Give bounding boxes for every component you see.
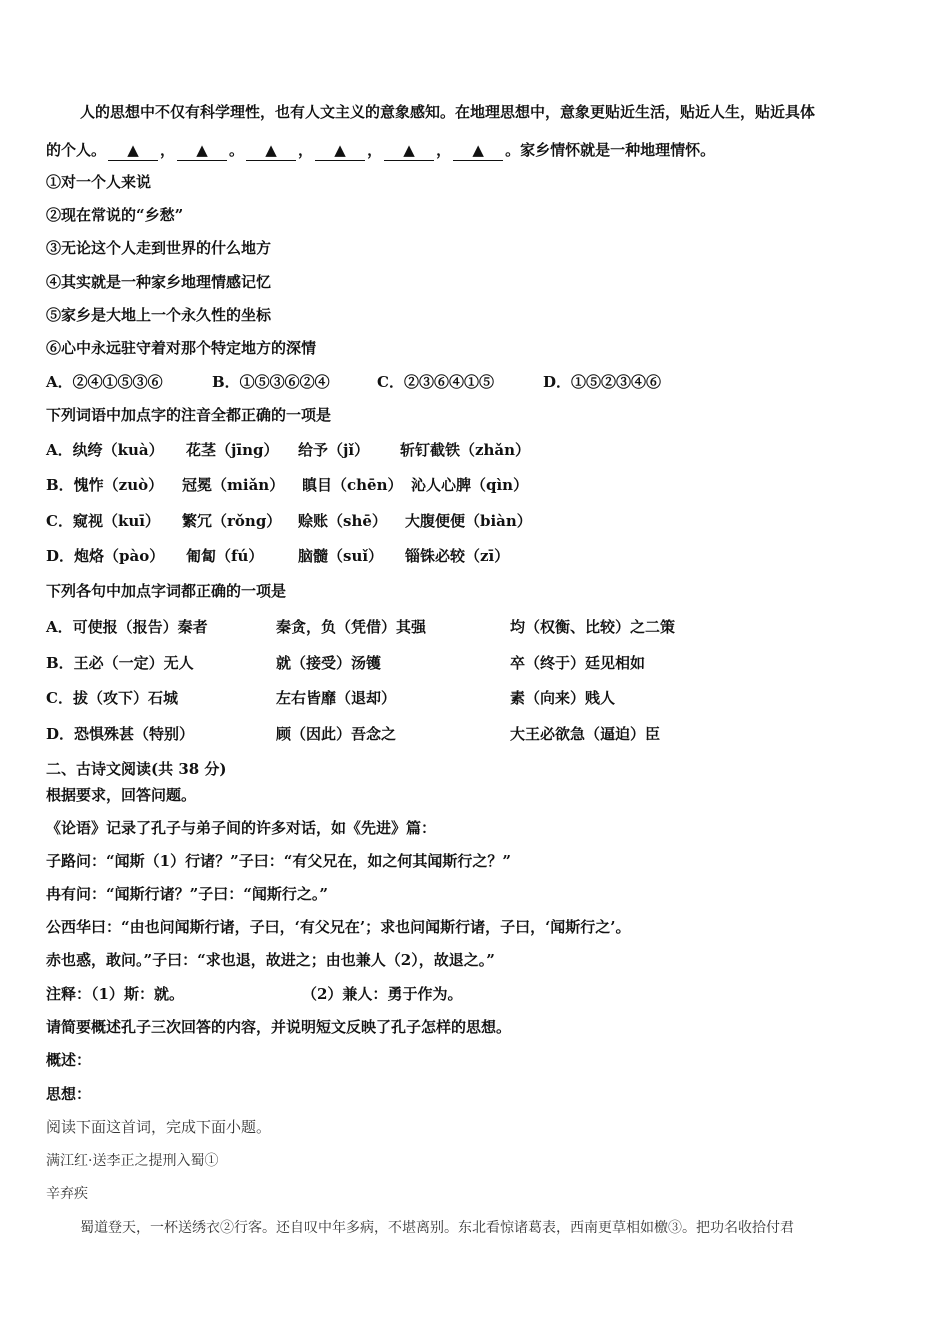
lunyu-line-3: 冉有问：“闻斯行诸？”子曰：“闻斯行之。” (46, 885, 329, 903)
sep: ， (160, 141, 176, 159)
q3-c-3: 素（向来）贱人 (510, 689, 616, 707)
q2-c-4: 大腹便便（biàn） (405, 512, 532, 530)
q2-a-2: 花茎（jīng） (186, 441, 279, 459)
poem-intro: 阅读下面这首词，完成下面小题。 (46, 1118, 272, 1136)
item-5: ⑤家乡是大地上一个永久性的坐标 (46, 306, 272, 324)
q2-row-c[interactable] (0, 510, 950, 532)
q3-b-2: 就（接受）汤镬 (276, 654, 382, 672)
q2-row-b[interactable] (0, 474, 950, 496)
q3-d-1: D．恐惧殊甚（特别） (46, 725, 195, 743)
poem-author: 辛弃疾 (46, 1186, 88, 1202)
sep: ， (298, 141, 314, 159)
para1-line2-end: 。家乡情怀就是一种地理情怀。 (505, 141, 716, 159)
q3-c-2: 左右皆靡（退却） (276, 689, 397, 707)
q2-a-1: A．纨绔（kuà） (46, 441, 164, 459)
thought-label: 思想： (46, 1085, 92, 1103)
sep: ， (367, 141, 383, 159)
item-1: ①对一个人来说 (46, 173, 152, 191)
answer-blank[interactable]: ▲ (384, 140, 434, 161)
q2-d-4: 锱铢必较（zī） (405, 547, 510, 565)
q3-row-c[interactable] (0, 687, 950, 709)
q2-stem: 下列词语中加点字的注音全都正确的一项是 (46, 406, 332, 424)
section2-instruction: 根据要求，回答问题。 (46, 786, 197, 804)
q1-option-d[interactable]: D．①⑤②③④⑥ (543, 373, 662, 391)
note-2: （2）兼人：勇于作为。 (302, 985, 463, 1003)
q2-b-4: 沁人心脾（qìn） (411, 476, 529, 494)
lunyu-line-1: 《论语》记录了孔子与弟子间的许多对话，如《先进》篇： (46, 819, 437, 837)
q2-d-1: D．炮烙（pào） (46, 547, 165, 565)
answer-blank[interactable]: ▲ (453, 140, 503, 161)
answer-blank[interactable]: ▲ (108, 140, 158, 161)
q2-d-2: 匍匐（fú） (186, 547, 264, 565)
q1-option-a[interactable]: A．②④①⑤③⑥ (46, 373, 163, 391)
lunyu-line-4: 公西华曰：“由也问闻斯行诸，子曰，‘有父兄在’；求也问闻斯行诸，子曰，‘闻斯行之’。 (46, 918, 631, 936)
para1-line2 (46, 140, 715, 161)
q3-a-2: 秦贪，负（凭借）其强 (276, 618, 427, 636)
q2-b-2: 冠冕（miǎn） (182, 476, 285, 494)
note-1: 注释：（1）斯：就。 (46, 985, 184, 1003)
note-line (46, 984, 463, 1004)
answer-blank[interactable]: ▲ (246, 140, 296, 161)
sep: ， (436, 141, 452, 159)
q2-c-2: 繁冗（rǒng） (182, 512, 282, 530)
q3-row-b[interactable] (0, 652, 950, 674)
q2-row-d[interactable] (0, 545, 950, 567)
para1-line1: 人的思想中不仅有科学理性，也有人文主义的意象感知。在地理思想中，意象更贴近生活，贴近人生，贴近具体 (80, 103, 816, 121)
q3-b-3: 卒（终于）廷见相如 (510, 654, 646, 672)
poem-title: 满江红·送李正之提刑入蜀① (46, 1153, 219, 1169)
q2-row-a[interactable] (0, 439, 950, 461)
q1-options (0, 371, 950, 393)
q2-d-3: 脑髓（suǐ） (298, 547, 384, 565)
q3-d-3: 大王必欲急（逼迫）臣 (510, 725, 661, 743)
lunyu-line-2: 子路问：“闻斯（1）行诸？”子曰：“有父兄在，如之何其闻斯行之？” (46, 852, 511, 870)
item-6: ⑥心中永远驻守着对那个特定地方的深情 (46, 339, 317, 357)
q2-b-3: 瞋目（chēn） (302, 476, 403, 494)
q2-a-4: 斩钉截铁（zhǎn） (400, 441, 531, 459)
q2-c-3: 赊账（shē） (298, 512, 387, 530)
lunyu-line-5: 赤也惑，敢问。”子曰：“求也退，故进之；由也兼人（2），故退之。” (46, 951, 495, 969)
q3-stem: 下列各句中加点字词都正确的一项是 (46, 582, 287, 600)
q3-c-1: C．拔（攻下）石城 (46, 689, 178, 707)
q2-b-1: B．愧怍（zuò） (46, 476, 164, 494)
q1-option-c[interactable]: C．②③⑥④①⑤ (377, 373, 494, 391)
item-3: ③无论这个人走到世界的什么地方 (46, 239, 272, 257)
q3-b-1: B．王必（一定）无人 (46, 654, 194, 672)
q3-a-1: A．可使报（报告）秦者 (46, 618, 208, 636)
para1-line2-start: 的个人。 (46, 141, 107, 159)
summary-label: 概述： (46, 1051, 92, 1069)
q3-row-d[interactable] (0, 723, 950, 745)
section2-heading: 二、古诗文阅读(共 38 分) (46, 760, 227, 778)
poem-line-1: 蜀道登天，一杯送绣衣②行客。还自叹中年多病，不堪离别。东北看惊诸葛表，西南更草相如檄③。把功名收拾付君 (80, 1220, 794, 1236)
q2-c-1: C．窥视（kuī） (46, 512, 160, 530)
sep: 。 (229, 141, 245, 159)
q1-option-b[interactable]: B．①⑤③⑥②④ (212, 373, 330, 391)
q3-row-a[interactable] (0, 616, 950, 638)
section2-question: 请简要概述孔子三次回答的内容，并说明短文反映了孔子怎样的思想。 (46, 1018, 512, 1036)
answer-blank[interactable]: ▲ (177, 140, 227, 161)
q3-a-3: 均（权衡、比较）之二策 (510, 618, 676, 636)
item-4: ④其实就是一种家乡地理情感记忆 (46, 273, 272, 291)
answer-blank[interactable]: ▲ (315, 140, 365, 161)
q2-a-3: 给予（jǐ） (298, 441, 370, 459)
item-2: ②现在常说的“乡愁” (46, 206, 184, 224)
q3-d-2: 顾（因此）吾念之 (276, 725, 397, 743)
